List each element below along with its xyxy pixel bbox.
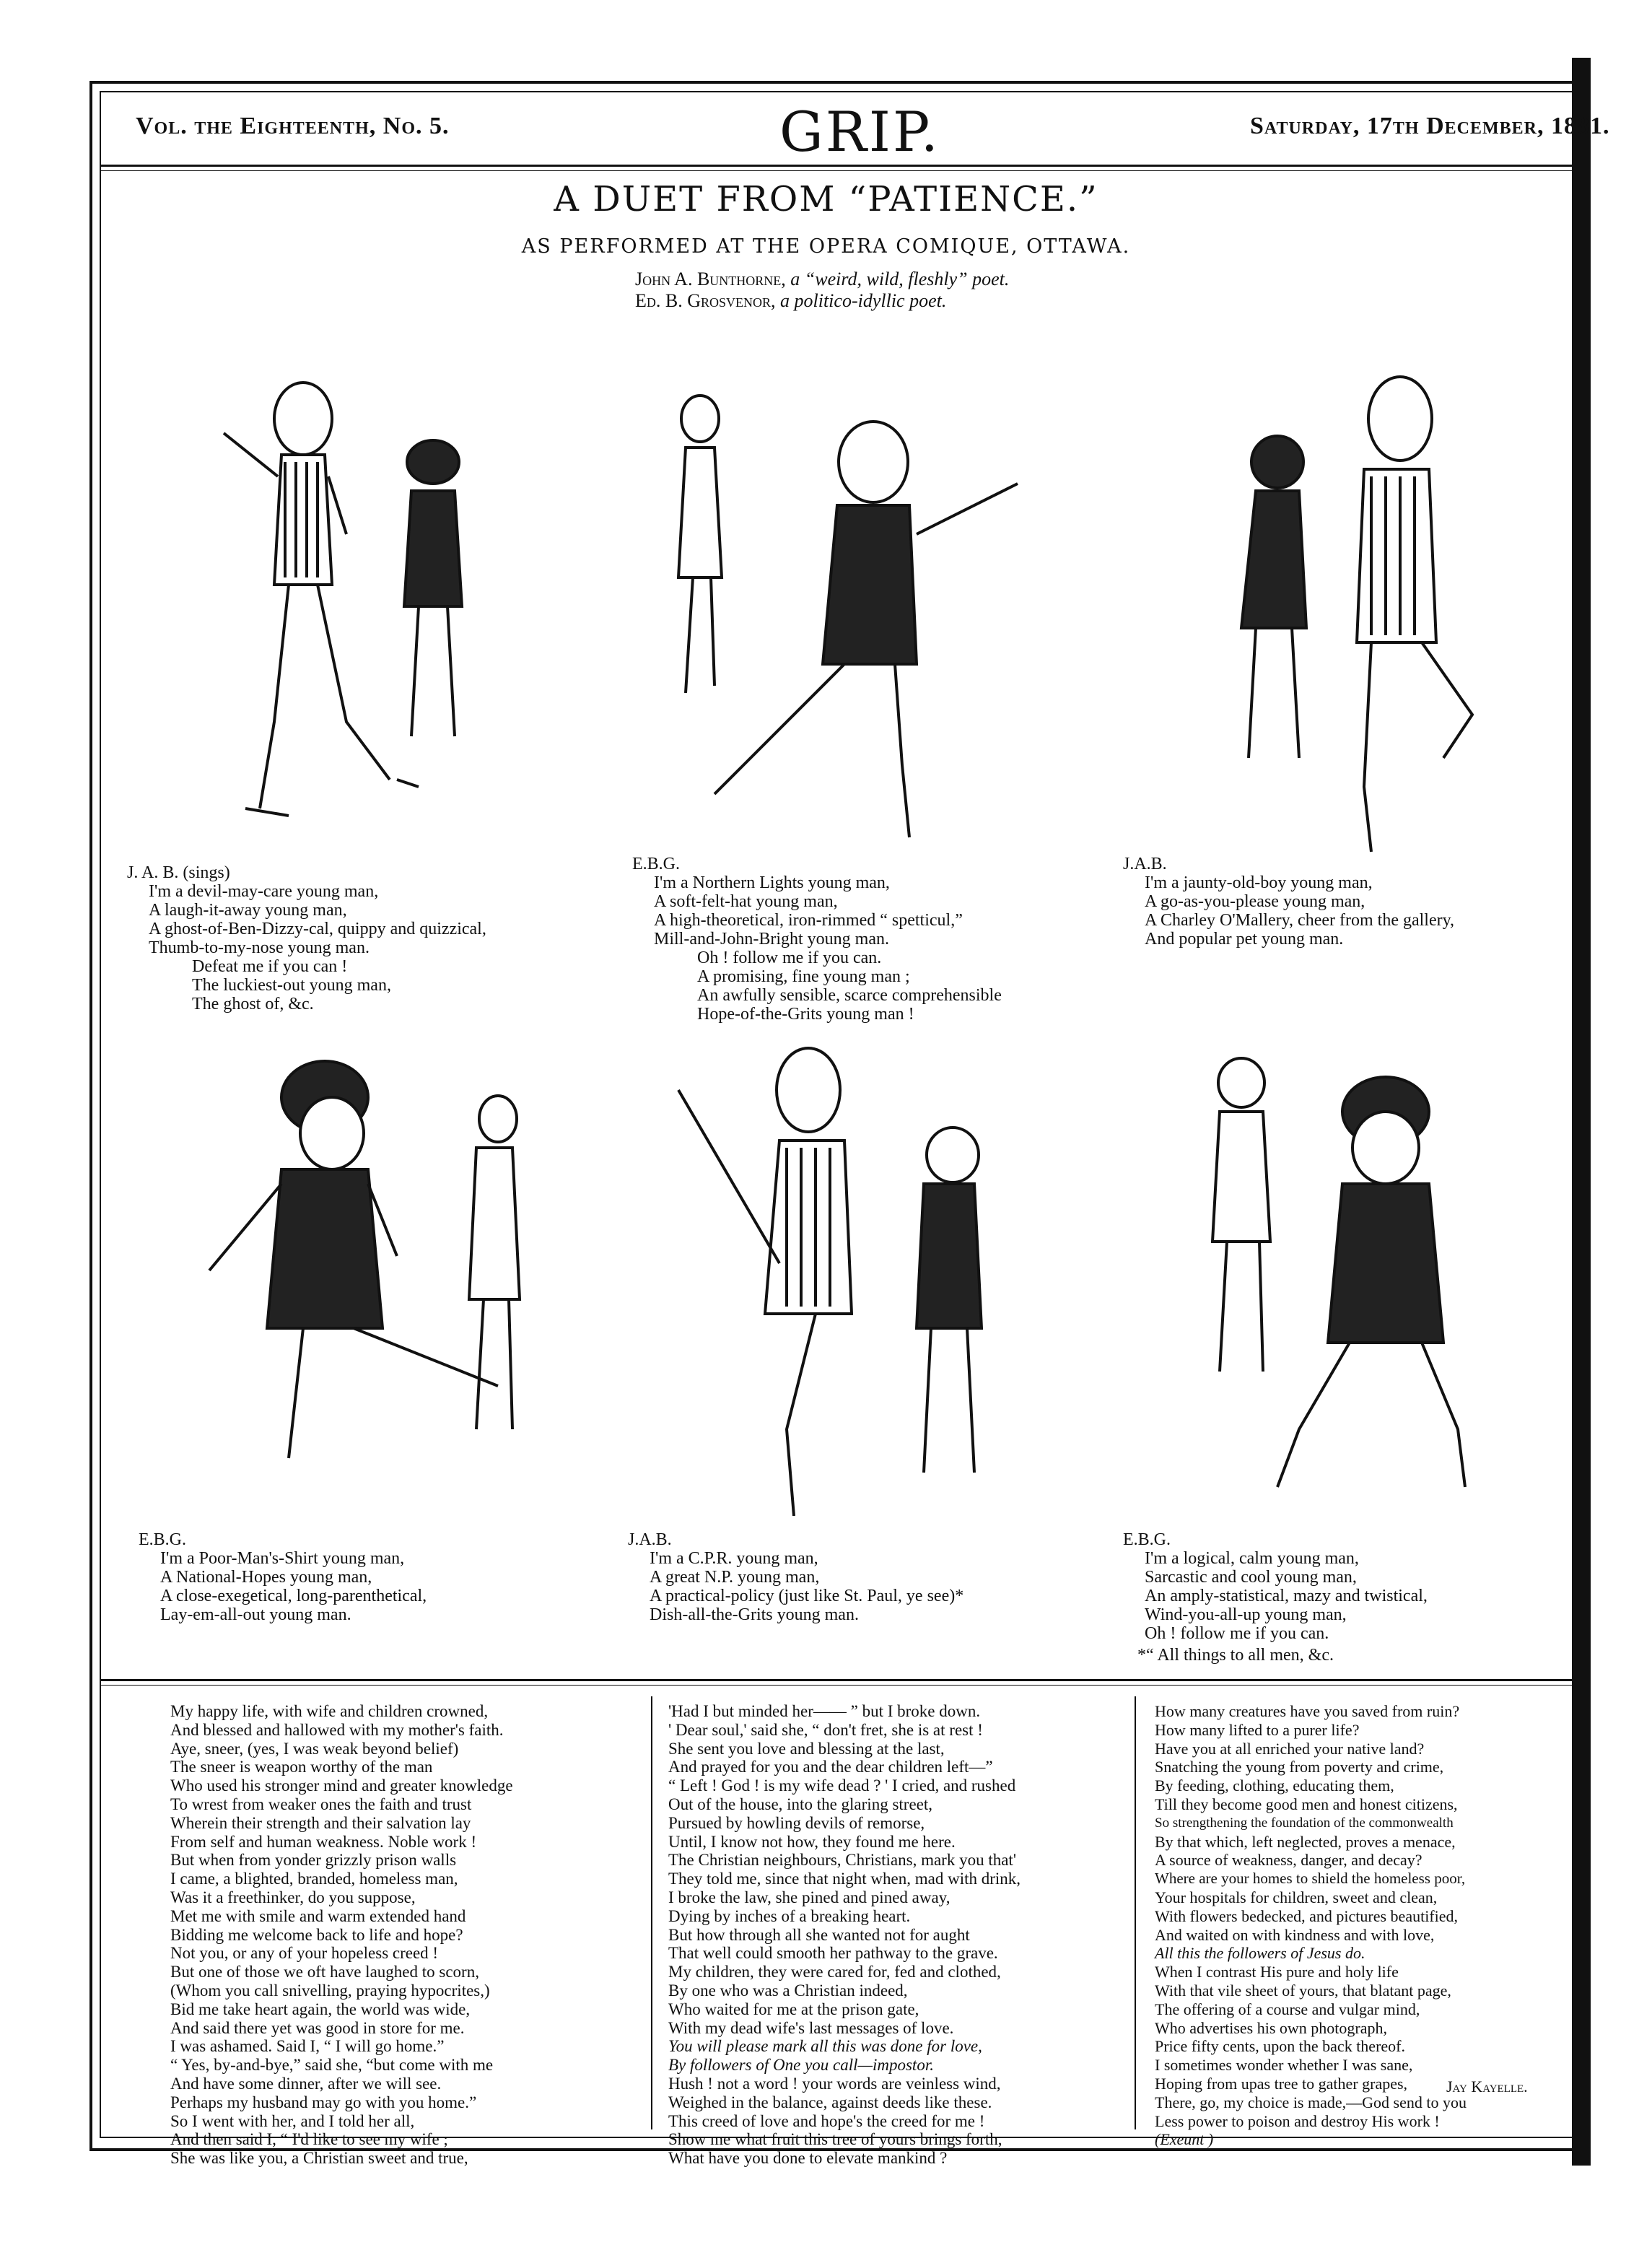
singer-label: E.B.G. — [632, 855, 680, 873]
poem-line: She sent you love and blessing at the last, — [668, 1739, 945, 1758]
poem-line: Till they become good men and honest citizens, — [1155, 1795, 1458, 1813]
poem-line: Aye, sneer, (yes, I was weak beyond belief) — [170, 1739, 459, 1758]
section-rule — [101, 1679, 1573, 1681]
poem-line: Bid me take heart again, the world was wide, — [170, 2000, 471, 2018]
verse-line: A close-exegetical, long-parenthetical, — [160, 1587, 427, 1605]
dancing-poets-illustration — [635, 1025, 1039, 1530]
poem-line: “ Yes, by-and-bye,” said she, “but come with me — [170, 2056, 494, 2075]
poem-line: Hush ! not a word ! your words are veinless wind, — [668, 2074, 1001, 2093]
verse-block — [139, 1530, 427, 1624]
poem-line: I broke the law, she pined and pined away, — [668, 1888, 950, 1906]
poem-line: By that which, left neglected, proves a menace, — [1155, 1832, 1456, 1851]
poem-line: The sneer is weapon worthy of the man — [170, 1758, 433, 1776]
poem-line: I came, a blighted, branded, homeless man, — [170, 1870, 458, 1888]
poem-line: Where are your homes to shield the homeless poor, — [1155, 1870, 1466, 1888]
verse-line: The luckiest-out young man, — [192, 976, 391, 995]
verse-block — [1123, 855, 1454, 949]
illustration-panel-3 — [1184, 354, 1523, 859]
verse-block — [632, 855, 1002, 1024]
poem-column-3 — [1155, 1702, 1467, 2149]
poem-line: Have you at all enriched your native land? — [1155, 1739, 1425, 1758]
illustration-panel-6 — [1155, 1025, 1516, 1530]
cast-entry: John A. Bunthorne, a “weird, wild, fleshly” poet. — [635, 269, 1010, 289]
poem-line: Not you, or any of your hopeless creed ! — [170, 1944, 439, 1963]
singer-label: J.A.B. — [1123, 855, 1167, 873]
section-rule-thin — [101, 1685, 1573, 1686]
verse-line: I'm a jaunty-old-boy young man, — [1145, 873, 1373, 892]
poem-line: But one of those we oft have laughed to scorn, — [170, 1963, 479, 1981]
poem-line: They told me, since that night when, mad with drink, — [668, 1870, 1021, 1888]
poem-line: To wrest from weaker ones the faith and trust — [170, 1795, 472, 1813]
verse-block — [628, 1530, 963, 1624]
poem-line: By followers of One you call—impostor. — [668, 2056, 934, 2075]
verse-line: Sarcastic and cool young man, — [1145, 1568, 1357, 1587]
poem-line: With that vile sheet of yours, that blatant page, — [1155, 1981, 1451, 2000]
poem-line: My children, they were cared for, fed and clothed, — [668, 1963, 1001, 1981]
poem-line: So I went with her, and I told her all, — [170, 2111, 415, 2130]
poem-line: By one who was a Christian indeed, — [668, 1981, 908, 2000]
cartoon-title: A DUET FROM “PATIENCE.” — [554, 179, 1098, 219]
verse-line: A great N.P. young man, — [650, 1568, 820, 1587]
verse-line: A soft-felt-hat young man, — [654, 892, 838, 911]
poem-line: But when from yonder grizzly prison walls — [170, 1851, 457, 1870]
singer-label: J.A.B. — [628, 1530, 672, 1549]
verse-line: Thumb-to-my-nose young man. — [149, 938, 370, 957]
poem-column-1 — [170, 1702, 513, 2168]
poem-line: What have you done to elevate mankind ? — [668, 2149, 948, 2168]
poem-column-2 — [668, 1702, 1021, 2168]
verse-line: Oh ! follow me if you can. — [1145, 1624, 1329, 1643]
poem-line: Weighed in the balance, against deeds like these. — [668, 2093, 992, 2111]
poem-line: Until, I know not how, they found me here. — [668, 1832, 956, 1851]
singer-label: E.B.G. — [1123, 1530, 1171, 1549]
header-rule-thin — [101, 170, 1573, 171]
verse-line: A National-Hopes young man, — [160, 1568, 372, 1587]
poem-line: (Exeunt ) — [1155, 2130, 1214, 2149]
poem-line: Hoping from upas tree to gather grapes, — [1155, 2074, 1408, 2093]
verse-line: Wind-you-all-up young man, — [1145, 1605, 1347, 1624]
verse-line: Defeat me if you can ! — [192, 957, 348, 976]
poem-line: And then said I, “ I'd like to see my wife ; — [170, 2130, 448, 2149]
poem-line: Bidding me welcome back to life and hope? — [170, 1925, 463, 1944]
illustration-panel-2 — [628, 375, 1032, 852]
poem-line: My happy life, with wife and children crowned, — [170, 1702, 489, 1720]
illustration-panel-4 — [180, 1025, 585, 1530]
poem-line: Was it a freethinker, do you suppose, — [170, 1888, 416, 1906]
poem-line: 'Had I but minded her—— ” but I broke down. — [668, 1702, 981, 1720]
poem-line: And have some dinner, after we will see. — [170, 2074, 442, 2093]
verse-line: Mill-and-John-Bright young man. — [654, 930, 889, 949]
poem-line: Wherein their strength and their salvation lay — [170, 1813, 471, 1832]
poem-line: But how through all she wanted not for aught — [668, 1925, 970, 1944]
verse-line: An awfully sensible, scarce comprehensible — [697, 986, 1002, 1005]
poem-line: Who waited for me at the prison gate, — [668, 2000, 919, 2018]
volume-label: Vol. the Eighteenth, No. 5. — [136, 113, 450, 139]
verse-line: An amply-statistical, mazy and twistical, — [1145, 1587, 1428, 1605]
poem-line: She was like you, a Christian sweet and true, — [170, 2149, 468, 2168]
poem-line: And said there yet was good in store for me. — [170, 2018, 465, 2037]
verse-line: A practical-policy (just like St. Paul, ye see)* — [650, 1587, 964, 1605]
poem-line: ' Dear soul,' said she, “ don't fret, she is at rest ! — [668, 1720, 983, 1739]
poem-line: All this the followers of Jesus do. — [1155, 1944, 1365, 1963]
poem-line: This creed of love and hope's the creed for me ! — [668, 2111, 985, 2130]
singer-label: E.B.G. — [139, 1530, 186, 1549]
cast-list — [635, 269, 1009, 312]
verse-line: A high-theoretical, iron-rimmed “ spetticul,” — [654, 911, 963, 930]
poem-line: Pursued by howling devils of remorse, — [668, 1813, 925, 1832]
poem-line: Price fifty cents, upon the back thereof. — [1155, 2037, 1405, 2056]
verse-line: Oh ! follow me if you can. — [697, 949, 882, 967]
poem-line: Your hospitals for children, sweet and clean, — [1155, 1888, 1438, 1906]
poem-line: Who advertises his own photograph, — [1155, 2018, 1387, 2037]
verse-line: And popular pet young man. — [1145, 930, 1344, 949]
poem-line: (Whom you call snivelling, praying hypocrites,) — [170, 1981, 490, 2000]
poem-line: So strengthening the foundation of the commonwealth — [1155, 1815, 1454, 1831]
column-divider — [1135, 1696, 1136, 2129]
poem-line: How many lifted to a purer life? — [1155, 1720, 1360, 1739]
verse-block — [127, 863, 486, 1013]
verse-block — [1123, 1530, 1428, 1665]
poem-line: Met me with smile and warm extended hand — [170, 1906, 466, 1925]
column-divider — [651, 1696, 652, 2129]
dancing-poets-illustration — [628, 375, 1032, 852]
singer-label: J. A. B. (sings) — [127, 863, 230, 882]
poem-line: There, go, my choice is made,—God send to you — [1155, 2093, 1467, 2111]
poem-line: And prayed for you and the dear children left—” — [668, 1758, 993, 1776]
header-rule — [101, 165, 1573, 167]
verse-line: A Charley O'Mallery, cheer from the gallery, — [1145, 911, 1455, 930]
poem-line: Show me what fruit this tree of yours brings forth, — [668, 2130, 1002, 2149]
verse-line: Dish-all-the-Grits young man. — [650, 1605, 859, 1624]
verse-line: A ghost-of-Ben-Dizzy-cal, quippy and quizzical, — [149, 920, 486, 938]
poem-line: And waited on with kindness and with love, — [1155, 1925, 1435, 1944]
footnote: *“ All things to all men, &c. — [1137, 1646, 1334, 1665]
verse-line: Hope-of-the-Grits young man ! — [697, 1005, 914, 1024]
verse-line: A promising, fine young man ; — [697, 967, 910, 986]
poem-line: Dying by inches of a breaking heart. — [668, 1906, 911, 1925]
poem-line: Out of the house, into the glaring street, — [668, 1795, 933, 1813]
poem-line: You will please mark all this was done for love, — [668, 2037, 982, 2056]
cast-entry: Ed. B. Grosvenor, a politico-idyllic poet. — [635, 290, 947, 311]
poem-line: The Christian neighbours, Christians, mark you that' — [668, 1851, 1016, 1870]
poem-line: The offering of a course and vulgar mind, — [1155, 2000, 1420, 2018]
poem-line: When I contrast His pure and holy life — [1155, 1963, 1399, 1981]
verse-line: The ghost of, &c. — [192, 995, 314, 1013]
poem-line: I was ashamed. Said I, “ I will go home.” — [170, 2037, 445, 2056]
verse-line: I'm a logical, calm young man, — [1145, 1549, 1359, 1568]
dancing-poets-illustration — [159, 346, 563, 852]
cartoon-subtitle: AS PERFORMED AT THE OPERA COMIQUE, OTTAWA. — [521, 235, 1131, 258]
dancing-poets-illustration — [180, 1025, 585, 1530]
poem-line: Snatching the young from poverty and crime, — [1155, 1758, 1444, 1776]
poem-line: By feeding, clothing, educating them, — [1155, 1776, 1394, 1795]
poem-line: With flowers bedecked, and pictures beautified, — [1155, 1906, 1459, 1925]
verse-line: I'm a Northern Lights young man, — [654, 873, 890, 892]
verse-line: Lay-em-all-out young man. — [160, 1605, 351, 1624]
dancing-poets-illustration — [1155, 1025, 1516, 1530]
poem-line: Perhaps my husband may go with you home.” — [170, 2093, 477, 2111]
author-signature: Jay Kayelle. — [1446, 2077, 1528, 2096]
poem-line: How many creatures have you saved from ruin? — [1155, 1702, 1460, 1720]
dancing-poets-illustration — [1184, 354, 1523, 859]
verse-line: A laugh-it-away young man, — [149, 901, 347, 920]
poem-line: From self and human weakness. Noble work ! — [170, 1832, 477, 1851]
verse-line: I'm a C.P.R. young man, — [650, 1549, 818, 1568]
poem-line: I sometimes wonder whether I was sane, — [1155, 2056, 1413, 2075]
poem-line: Who used his stronger mind and greater knowledge — [170, 1776, 513, 1795]
masthead: GRIP. — [779, 100, 940, 164]
verse-line: I'm a Poor-Man's-Shirt young man, — [160, 1549, 405, 1568]
poem-line: With my dead wife's last messages of love. — [668, 2018, 954, 2037]
poem-line: That well could smooth her pathway to the grave. — [668, 1944, 998, 1963]
verse-line: A go-as-you-please young man, — [1145, 892, 1365, 911]
poem-line: “ Left ! God ! is my wife dead ? ' I cried, and rushed — [668, 1776, 1016, 1795]
issue-date: Saturday, 17th December, 1881. — [1250, 113, 1610, 139]
poem-line: Less power to poison and destroy His work ! — [1155, 2111, 1440, 2130]
illustration-panel-5 — [635, 1025, 1039, 1530]
poem-line: And blessed and hallowed with my mother's faith. — [170, 1720, 504, 1739]
illustration-panel-1 — [159, 346, 563, 852]
verse-line: I'm a devil-may-care young man, — [149, 882, 379, 901]
poem-line: A source of weakness, danger, and decay? — [1155, 1851, 1422, 1870]
